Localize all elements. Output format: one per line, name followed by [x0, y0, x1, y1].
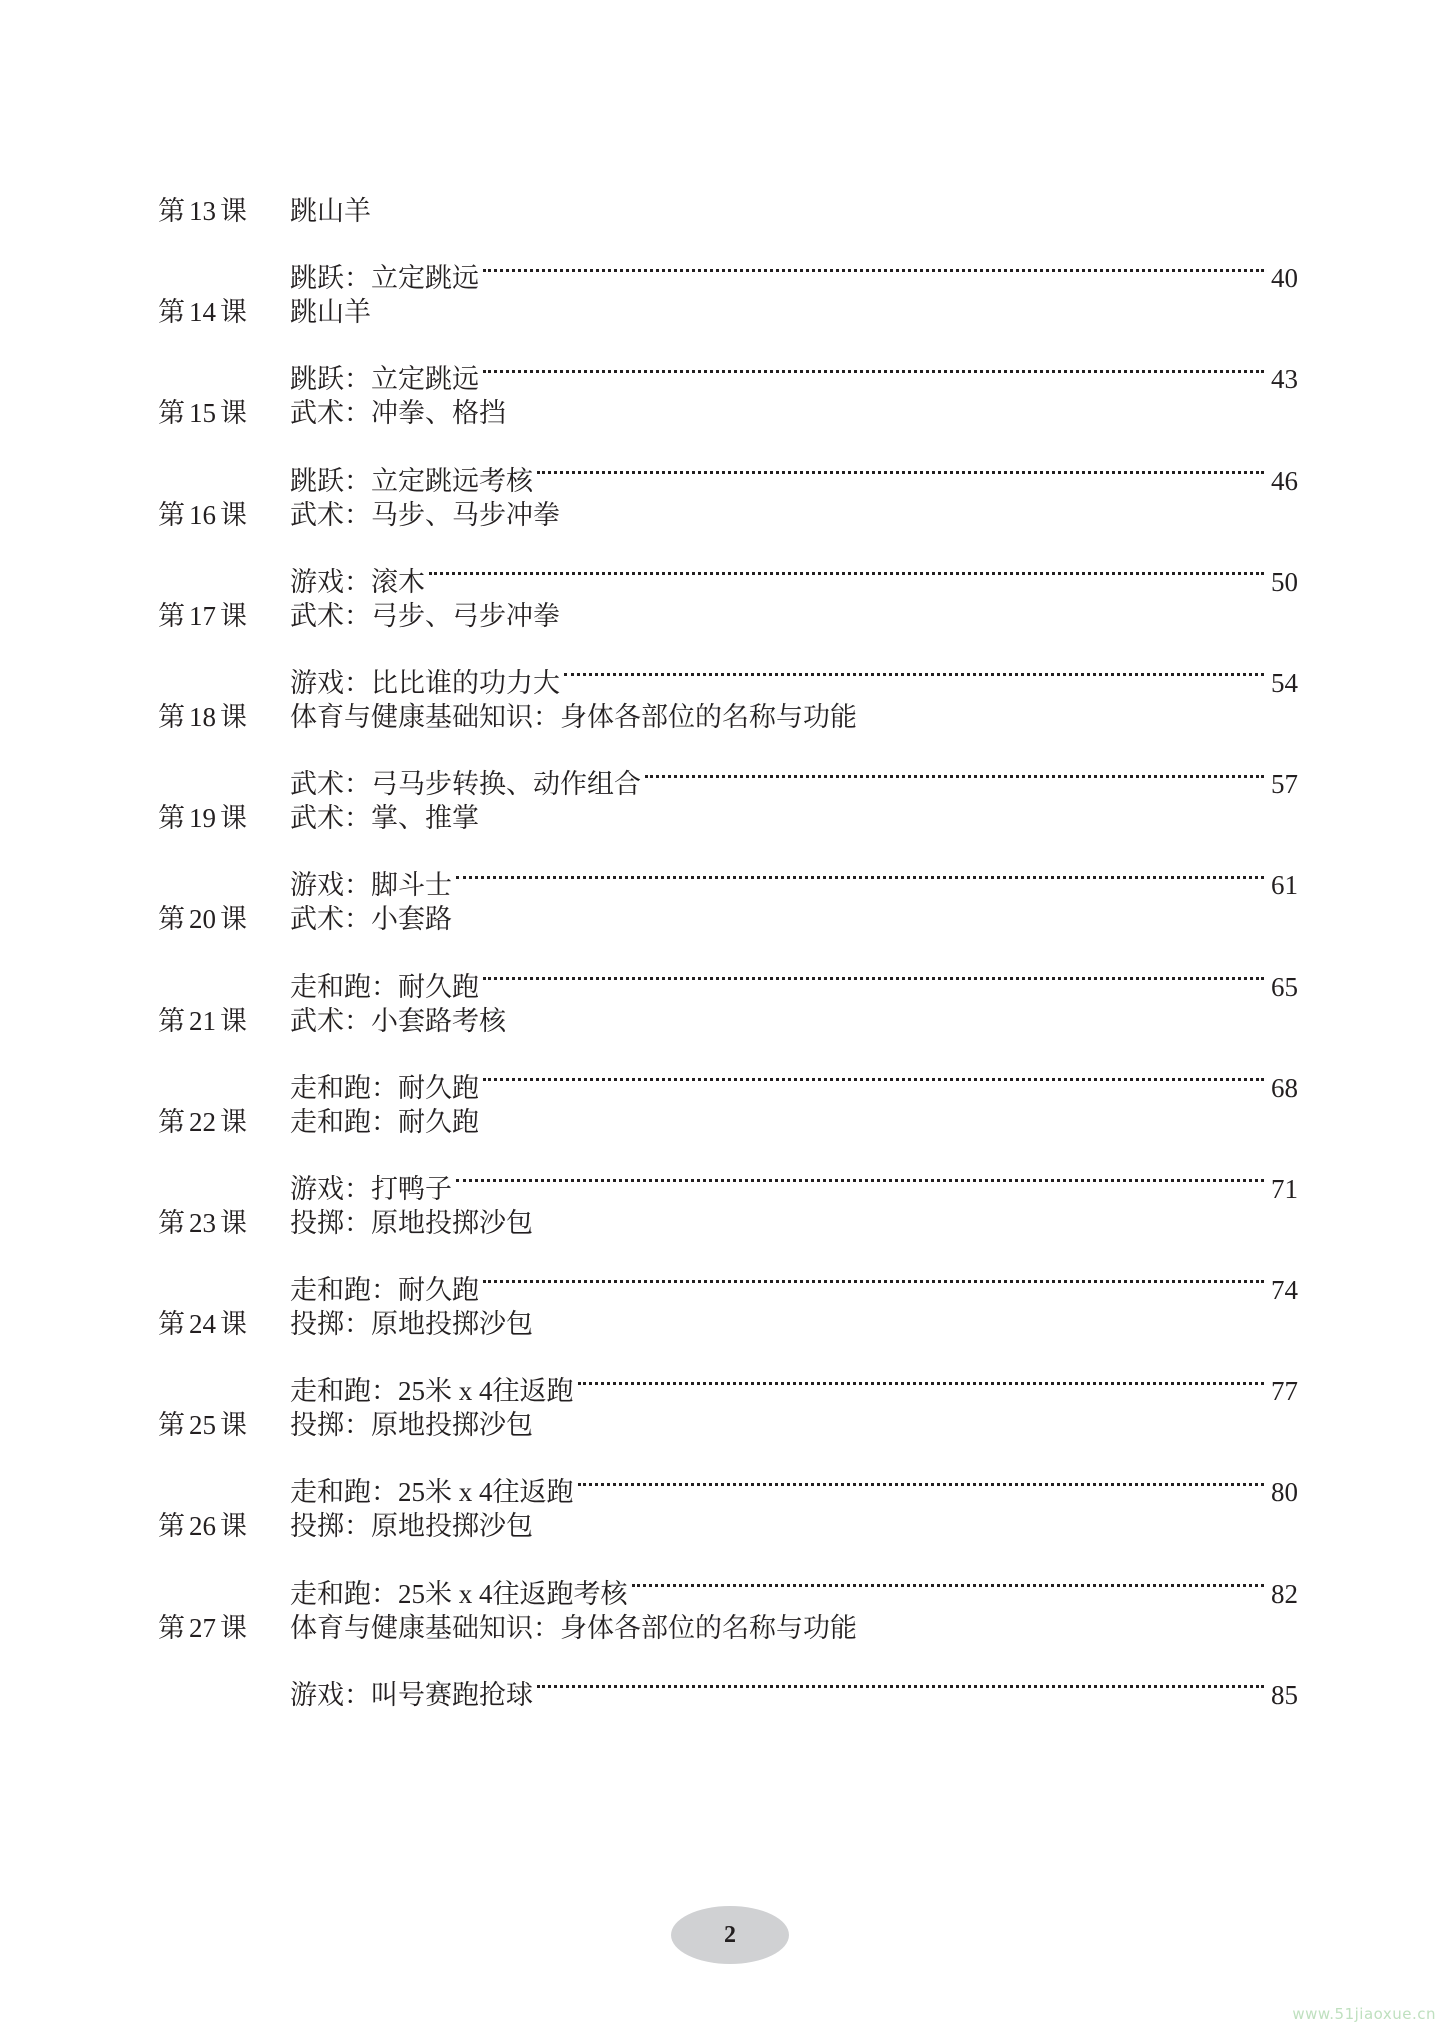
toc-entry	[158, 186, 1298, 294]
toc-entry	[158, 287, 1298, 395]
toc-entry	[158, 793, 1298, 901]
table-of-contents	[158, 186, 1298, 1710]
dot-leader	[537, 439, 1264, 490]
dot-leader	[645, 743, 1264, 794]
lesson-title: 武术：冲拳、格挡	[290, 398, 506, 429]
toc-link[interactable]	[158, 1350, 1298, 1407]
lesson-number: 第 26 课	[158, 1511, 247, 1542]
page-number: 82	[1271, 1578, 1298, 1609]
lesson-heading	[158, 1501, 1298, 1552]
page-number: 74	[1271, 1275, 1298, 1306]
lesson-heading	[158, 591, 1298, 642]
lesson-title: 武术：马步、马步冲拳	[290, 499, 560, 530]
dot-leader	[483, 1248, 1264, 1299]
page-number: 68	[1271, 1072, 1298, 1103]
lesson-subtitle: 游戏：滚木	[290, 566, 425, 597]
lesson-heading	[158, 894, 1298, 945]
lesson-subtitle: 走和跑：耐久跑	[290, 971, 479, 1002]
toc-entry	[158, 1299, 1298, 1407]
lesson-heading	[158, 1603, 1298, 1654]
lesson-number: 第 15 课	[158, 398, 247, 429]
lesson-heading	[158, 1097, 1298, 1148]
lesson-subtitle: 走和跑：耐久跑	[290, 1072, 479, 1103]
footer-page-number: 2	[724, 1921, 736, 1948]
page-number: 54	[1271, 667, 1298, 698]
dot-leader	[564, 641, 1264, 692]
dot-leader	[483, 1046, 1264, 1097]
lesson-number: 第 20 课	[158, 904, 247, 935]
lesson-heading	[158, 490, 1298, 541]
toc-link[interactable]	[158, 641, 1298, 698]
dot-leader	[483, 945, 1264, 996]
lesson-title: 走和跑：耐久跑	[290, 1106, 479, 1137]
lesson-heading	[158, 793, 1298, 844]
page-number: 61	[1271, 870, 1298, 901]
dot-leader	[483, 237, 1264, 288]
toc-link[interactable]	[158, 439, 1298, 496]
toc-entry	[158, 1400, 1298, 1508]
toc-entry	[158, 1603, 1298, 1710]
lesson-subtitle: 走和跑：耐久跑	[290, 1275, 479, 1306]
page-number: 43	[1271, 364, 1298, 395]
toc-entry	[158, 1198, 1298, 1306]
lesson-title: 武术：小套路	[290, 904, 452, 935]
toc-entry	[158, 1501, 1298, 1609]
page-number: 71	[1271, 1173, 1298, 1204]
lesson-title: 投掷：原地投掷沙包	[290, 1207, 533, 1238]
lesson-title: 跳山羊	[290, 196, 371, 226]
page-number: 85	[1271, 1679, 1298, 1710]
lesson-number: 第 13 课	[158, 196, 247, 226]
toc-entry	[158, 490, 1298, 597]
lesson-heading	[158, 1400, 1298, 1451]
lesson-heading	[158, 692, 1298, 743]
toc-link[interactable]	[158, 844, 1298, 901]
toc-link[interactable]	[158, 338, 1298, 395]
page-number: 46	[1271, 465, 1298, 496]
toc-link[interactable]	[158, 237, 1298, 294]
page-number: 50	[1271, 566, 1298, 597]
lesson-number: 第 18 课	[158, 701, 247, 732]
lesson-subtitle: 游戏：打鸭子	[290, 1173, 452, 1204]
lesson-number: 第 25 课	[158, 1410, 247, 1441]
toc-entry	[158, 996, 1298, 1103]
lesson-title: 投掷：原地投掷沙包	[290, 1309, 533, 1340]
lesson-number: 第 21 课	[158, 1005, 247, 1036]
toc-link[interactable]	[158, 743, 1298, 800]
toc-entry	[158, 692, 1298, 800]
page-number: 77	[1271, 1376, 1298, 1407]
lesson-number: 第 24 课	[158, 1309, 247, 1340]
lesson-subtitle: 跳跃：立定跳远考核	[290, 465, 533, 496]
lesson-heading	[158, 186, 1298, 237]
toc-link[interactable]	[158, 1046, 1298, 1103]
dot-leader	[429, 540, 1264, 591]
page-number: 40	[1271, 263, 1298, 294]
dot-leader	[456, 844, 1264, 895]
toc-entry	[158, 894, 1298, 1002]
lesson-title: 跳山羊	[290, 297, 371, 328]
toc-entry	[158, 591, 1298, 698]
lesson-title: 武术：掌、推掌	[290, 803, 479, 834]
lesson-subtitle: 游戏：叫号赛跑抢球	[290, 1679, 533, 1710]
dot-leader	[578, 1451, 1265, 1502]
lesson-title: 投掷：原地投掷沙包	[290, 1410, 533, 1441]
lesson-heading	[158, 287, 1298, 338]
toc-link[interactable]	[158, 1248, 1298, 1306]
page-number: 80	[1271, 1477, 1298, 1508]
lesson-heading	[158, 1198, 1298, 1249]
lesson-number: 第 17 课	[158, 600, 247, 631]
lesson-number: 第 19 课	[158, 803, 247, 834]
toc-link[interactable]	[158, 1653, 1298, 1710]
lesson-number: 第 23 课	[158, 1207, 247, 1238]
lesson-title: 投掷：原地投掷沙包	[290, 1511, 533, 1542]
page-number-badge	[671, 1906, 789, 1964]
lesson-heading	[158, 1299, 1298, 1350]
lesson-number: 第 27 课	[158, 1612, 247, 1643]
toc-link[interactable]	[158, 1147, 1298, 1204]
page-number: 65	[1271, 971, 1298, 1002]
toc-link[interactable]	[158, 1451, 1298, 1508]
toc-entry	[158, 388, 1298, 496]
lesson-heading	[158, 996, 1298, 1047]
lesson-subtitle: 游戏：脚斗士	[290, 870, 452, 901]
toc-entry	[158, 1097, 1298, 1204]
lesson-title: 武术：小套路考核	[290, 1005, 506, 1036]
lesson-number: 第 16 课	[158, 499, 247, 530]
lesson-number: 第 14 课	[158, 297, 247, 328]
lesson-number: 第 22 课	[158, 1106, 247, 1137]
lesson-subtitle: 武术：弓马步转换、动作组合	[290, 769, 641, 800]
lesson-subtitle: 跳跃：立定跳远	[290, 263, 479, 294]
lesson-title: 体育与健康基础知识：身体各部位的名称与功能	[290, 701, 857, 732]
toc-link[interactable]	[158, 1552, 1298, 1609]
lesson-subtitle: 跳跃：立定跳远	[290, 364, 479, 395]
watermark: www.51jiaoxue.cn	[1292, 2005, 1436, 2023]
lesson-subtitle: 游戏：比比谁的功力大	[290, 667, 560, 698]
dot-leader	[537, 1653, 1264, 1704]
lesson-subtitle: 走和跑：25米 x 4往返跑考核	[290, 1578, 628, 1609]
dot-leader	[456, 1147, 1264, 1198]
dot-leader	[578, 1350, 1265, 1401]
toc-link[interactable]	[158, 540, 1298, 597]
page-number: 57	[1271, 769, 1298, 800]
lesson-subtitle: 走和跑：25米 x 4往返跑	[290, 1376, 574, 1407]
toc-link[interactable]	[158, 945, 1298, 1002]
dot-leader	[632, 1552, 1265, 1603]
lesson-title: 武术：弓步、弓步冲拳	[290, 600, 560, 631]
lesson-subtitle: 走和跑：25米 x 4往返跑	[290, 1477, 574, 1508]
lesson-heading	[158, 388, 1298, 439]
lesson-title: 体育与健康基础知识：身体各部位的名称与功能	[290, 1612, 857, 1643]
dot-leader	[483, 338, 1264, 389]
